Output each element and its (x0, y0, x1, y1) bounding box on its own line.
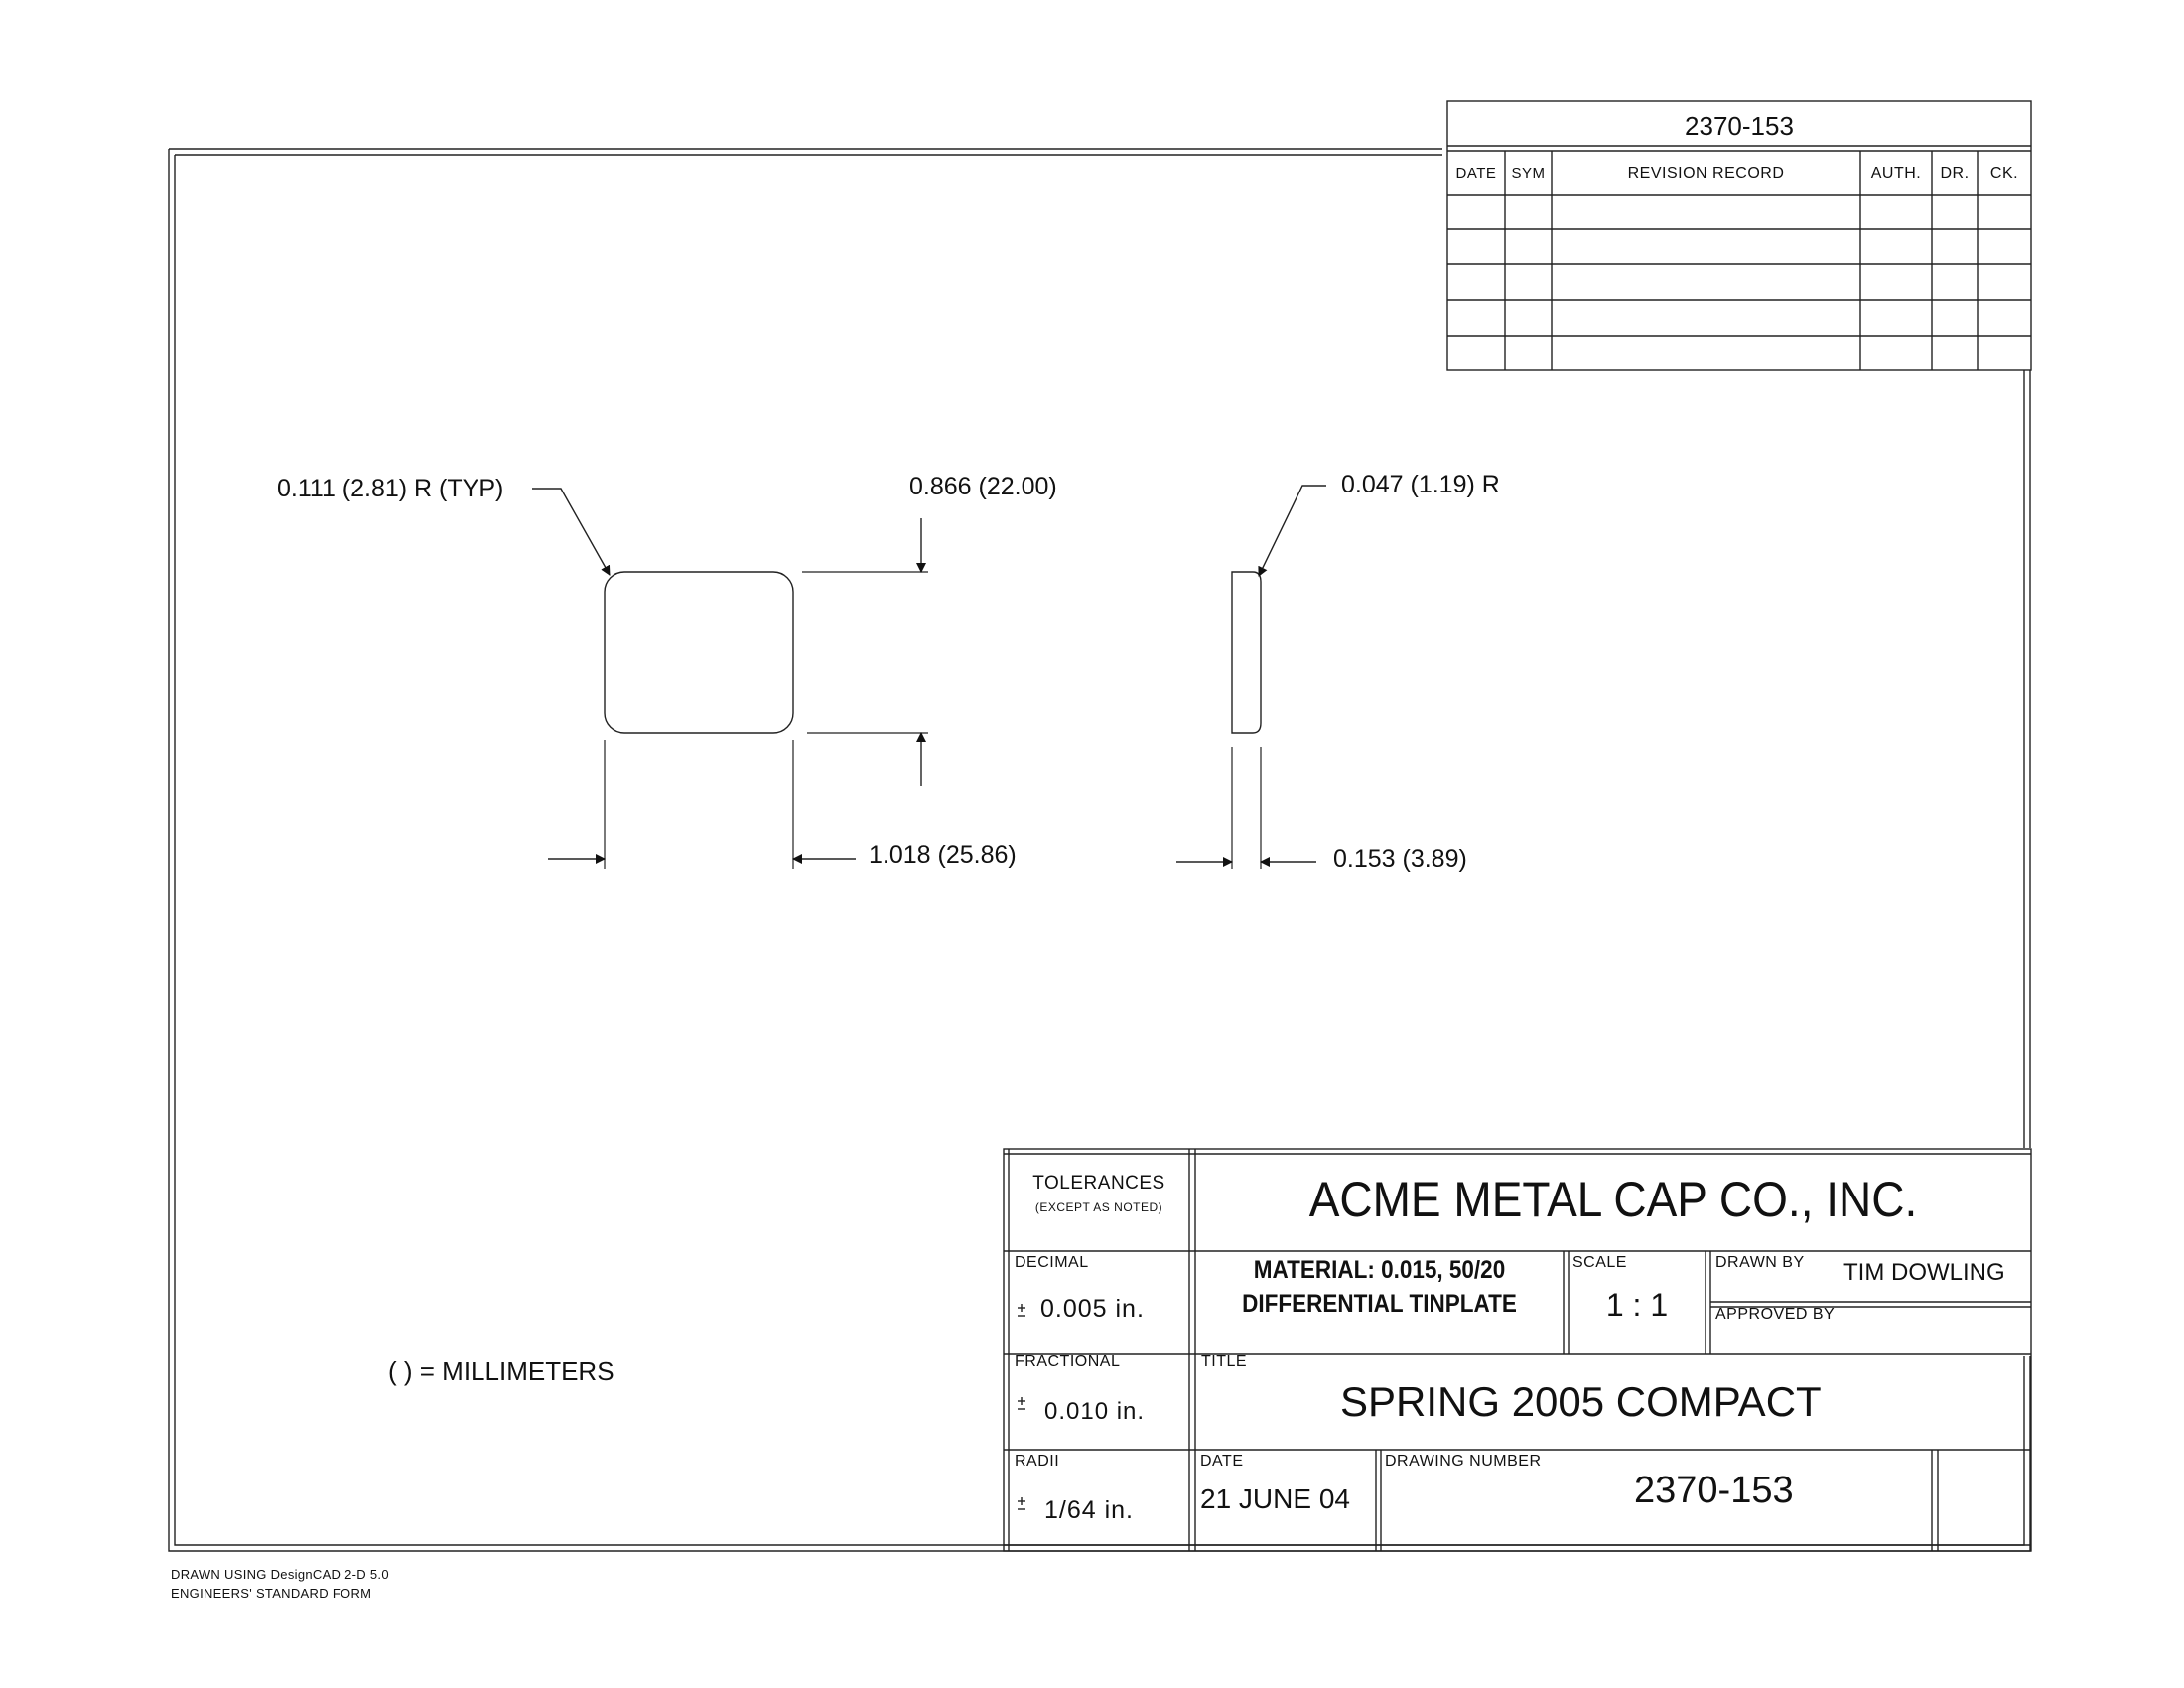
drawing-number-label: DRAWING NUMBER (1385, 1453, 1542, 1470)
radii-label: RADII (1015, 1453, 1060, 1470)
dimension-arrows (548, 518, 1316, 862)
approved-by-label: APPROVED BY (1715, 1306, 1836, 1323)
rev-header-date: DATE (1455, 165, 1497, 182)
decimal-value: 0.005 in. (1040, 1295, 1145, 1323)
date-label: DATE (1200, 1453, 1244, 1470)
part-side-view (1232, 572, 1261, 733)
drawing-number-value: 2370-153 (1634, 1470, 1794, 1511)
plus-minus-marks (1018, 1304, 1025, 1509)
rev-header-sym: SYM (1511, 165, 1546, 182)
fractional-label: FRACTIONAL (1015, 1353, 1121, 1370)
date-value: 21 JUNE 04 (1200, 1483, 1350, 1514)
revision-block-frame (1447, 101, 2031, 370)
tolerances-sublabel: (EXCEPT AS NOTED) (1034, 1200, 1163, 1214)
dim-corner-radius: 0.111 (2.81) R (TYP) (277, 475, 504, 502)
material-line-2: DIFFERENTIAL TINPLATE (1242, 1290, 1517, 1318)
tolerances-label: TOLERANCES (1032, 1173, 1165, 1194)
units-note: ( ) = MILLIMETERS (388, 1356, 614, 1386)
title-label: TITLE (1201, 1353, 1248, 1370)
rev-header-ck: CK. (1989, 165, 2019, 182)
revision-number: 2370-153 (1685, 111, 1794, 141)
company-name: ACME METAL CAP CO., INC. (1308, 1172, 1918, 1227)
drawn-by-value: TIM DOWLING (1843, 1259, 2005, 1286)
material-line-1: MATERIAL: 0.015, 50/20 (1253, 1256, 1506, 1284)
dim-height: 0.866 (22.00) (909, 473, 1057, 500)
drawn-by-label: DRAWN BY (1715, 1254, 1805, 1271)
dim-thickness: 0.153 (3.89) (1333, 845, 1467, 873)
rev-header-record: REVISION RECORD (1627, 165, 1785, 182)
drawing-title: SPRING 2005 COMPACT (1340, 1378, 1822, 1425)
fractional-value: 0.010 in. (1044, 1398, 1146, 1425)
scale-label: SCALE (1572, 1254, 1627, 1271)
scale-value: 1 : 1 (1605, 1287, 1669, 1323)
dim-edge-radius: 0.047 (1.19) R (1341, 471, 1500, 498)
rev-header-auth: AUTH. (1870, 165, 1922, 182)
extension-lines (605, 572, 1261, 869)
footer-line-1: DRAWN USING DesignCAD 2-D 5.0 (171, 1567, 389, 1582)
radii-value: 1/64 in. (1044, 1496, 1135, 1524)
part-front-view (605, 572, 793, 733)
dim-width: 1.018 (25.86) (869, 841, 1017, 869)
rev-header-dr: DR. (1940, 165, 1970, 182)
decimal-label: DECIMAL (1015, 1254, 1089, 1271)
footer-line-2: ENGINEERS' STANDARD FORM (171, 1586, 372, 1601)
sheet-border (169, 149, 2030, 1551)
